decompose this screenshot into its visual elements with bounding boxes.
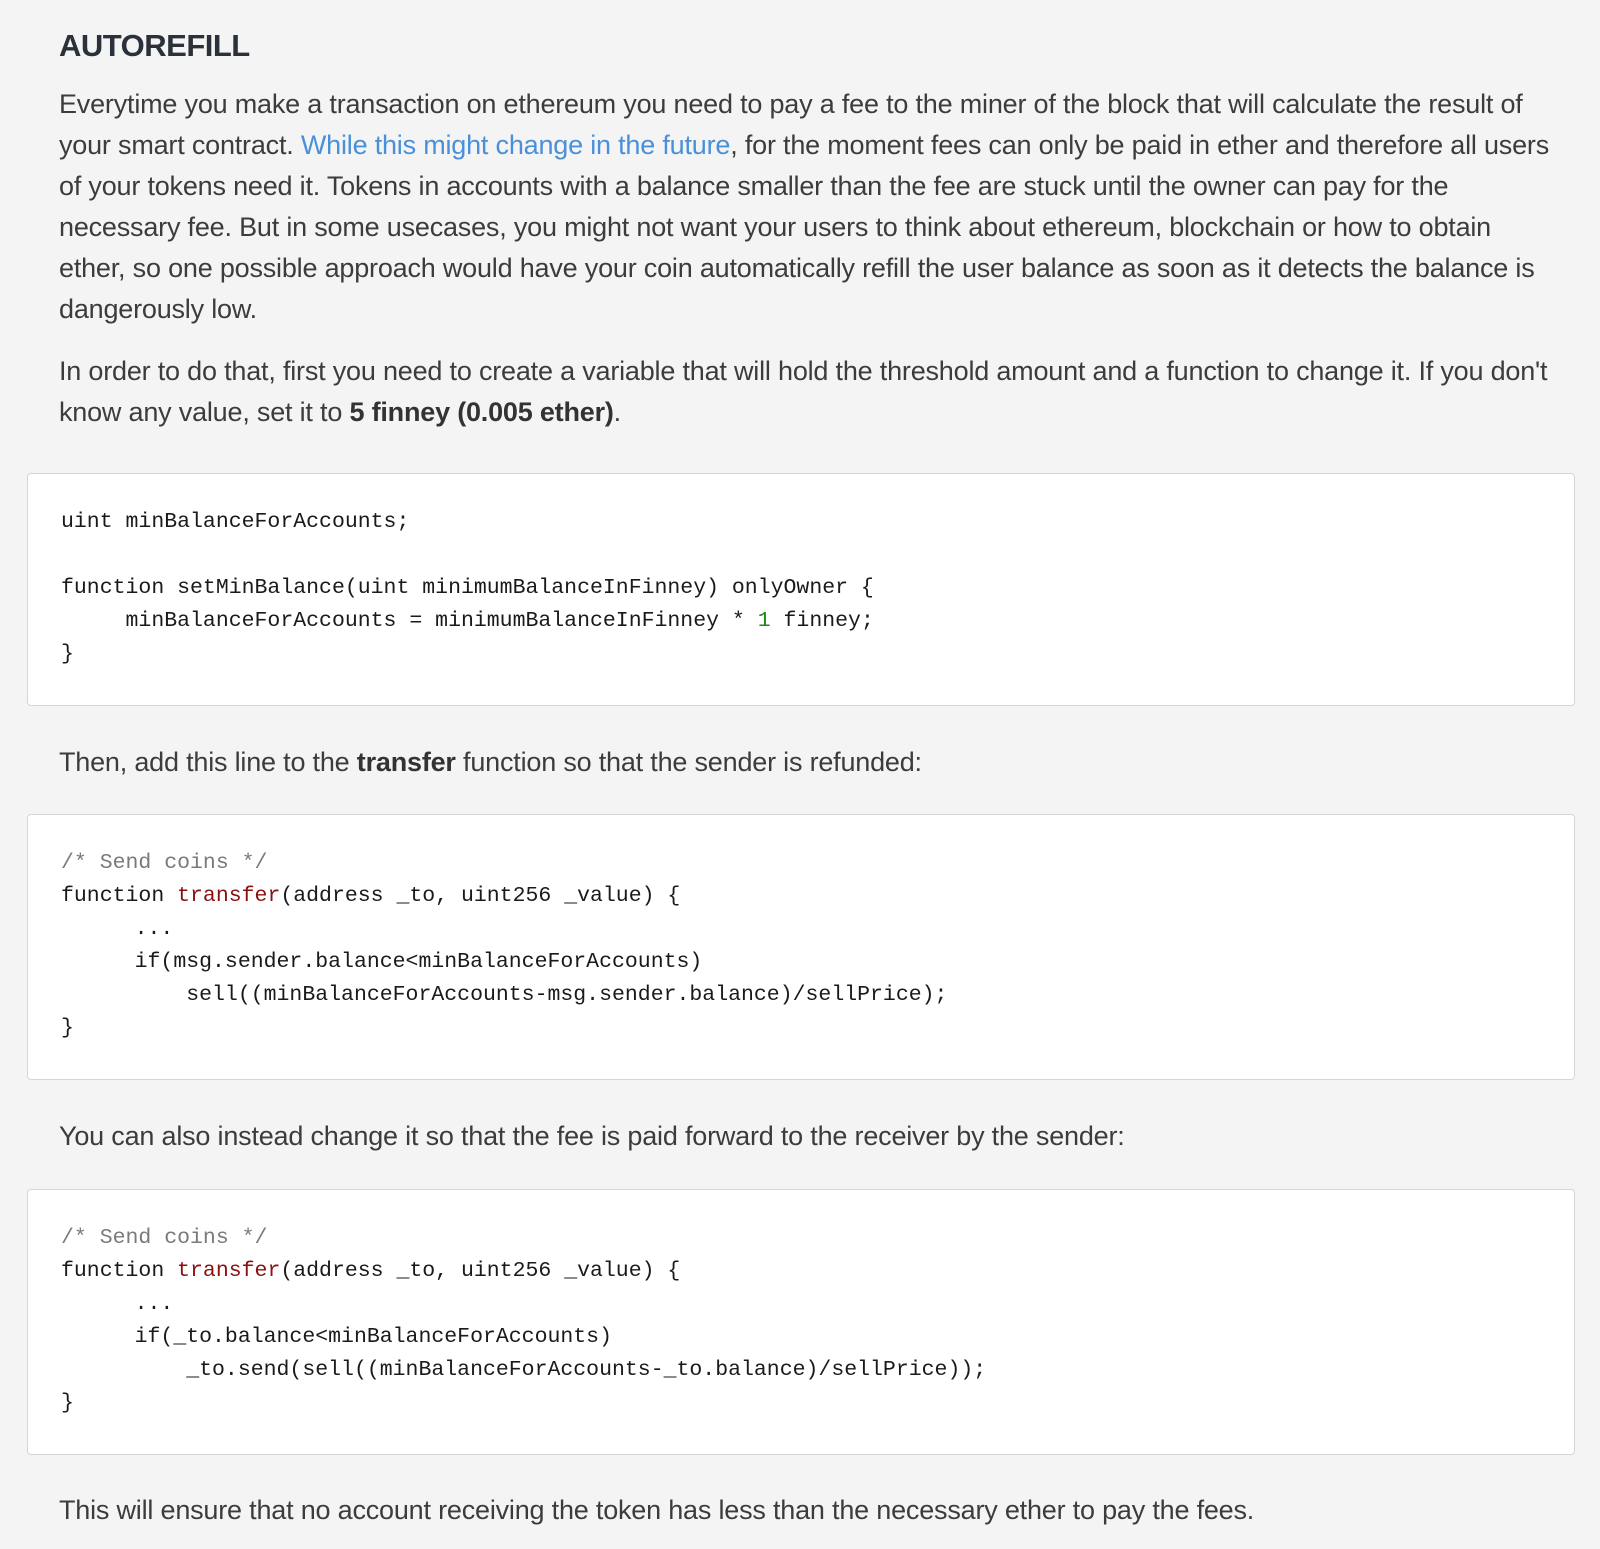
- code-number: 1: [757, 609, 771, 633]
- conclusion-paragraph: This will ensure that no account receiving the token has less than the necessary ether to pay the fees.: [59, 1495, 1255, 1525]
- code-line: ...: [83, 1292, 174, 1316]
- code-function-name: transfer: [177, 1259, 281, 1283]
- code-line: uint minBalanceForAccounts;: [61, 510, 410, 534]
- code-text: minBalanceForAccounts = minimumBalanceInFinney *: [61, 609, 758, 633]
- code-line: function setMinBalance(uint minimumBalanceInFinney) onlyOwner {: [61, 576, 874, 600]
- code-text: (address _to, uint256 _value) {: [280, 884, 681, 908]
- code-text: function: [61, 884, 178, 908]
- code-line: _to.send(sell((minBalanceForAccounts-_to.balance)/sellPrice));: [83, 1358, 987, 1382]
- code-block-forward-fee: [27, 1189, 1575, 1455]
- code-line: ...: [83, 917, 174, 941]
- code-text: function: [61, 1259, 178, 1283]
- refund-text-end: function so that the sender is refunded:: [455, 747, 922, 777]
- code-line: if(_to.balance<minBalanceForAccounts): [83, 1325, 612, 1349]
- code-comment: /* Send coins */: [61, 1226, 268, 1250]
- threshold-paragraph: [59, 351, 1549, 433]
- code-comment: /* Send coins */: [61, 851, 268, 875]
- code-function-name: transfer: [177, 884, 281, 908]
- code-text: (address _to, uint256 _value) {: [280, 1259, 681, 1283]
- intro-text-before-link: Everytime you make a transaction on ethereum you need to pay a fee to the miner of the block that will calculate the result of your smart contract.: [59, 89, 1523, 160]
- section-title: AUTOREFILL: [59, 28, 250, 63]
- future-fees-link[interactable]: While this might change in the future: [300, 130, 731, 160]
- threshold-value: 5 finney (0.005 ether): [349, 397, 614, 427]
- code-block-min-balance: [27, 473, 1575, 706]
- transfer-keyword: transfer: [356, 747, 456, 777]
- code-line: }: [61, 1391, 74, 1415]
- forward-fee-paragraph: You can also instead change it so that the fee is paid forward to the receiver by the sender:: [59, 1121, 1125, 1151]
- refund-paragraph: [59, 742, 1549, 783]
- code-line: if(msg.sender.balance<minBalanceForAccounts): [83, 950, 703, 974]
- code-line: [61, 882, 680, 910]
- threshold-text: In order to do that, first you need to create a variable that will hold the threshold amount and a function to change it. If you don't know any value, set it to: [59, 356, 1548, 427]
- code-line: [61, 607, 874, 635]
- intro-text-after-link: , for the moment fees can only be paid in ether and therefore all users of your tokens need it. Tokens in accounts with a balance smaller than the fee are stuck until the owner can pay for the necessary fee. But in some usecases, you might not want your users to think about ethereum, blockchain or how to obtain ether, so one possible approach would have your coin automatically refill the user balance as soon as it detects the balance is dangerously low.: [59, 130, 1549, 324]
- intro-paragraph: [59, 84, 1549, 330]
- code-line: }: [61, 642, 74, 666]
- code-text: finney;: [770, 609, 874, 633]
- code-line: [61, 1257, 680, 1285]
- refund-text: Then, add this line to the: [59, 747, 357, 777]
- code-line: sell((minBalanceForAccounts-msg.sender.balance)/sellPrice);: [83, 983, 948, 1007]
- threshold-text-end: .: [613, 397, 621, 427]
- code-block-refund-sender: [27, 814, 1575, 1080]
- code-line: }: [61, 1016, 74, 1040]
